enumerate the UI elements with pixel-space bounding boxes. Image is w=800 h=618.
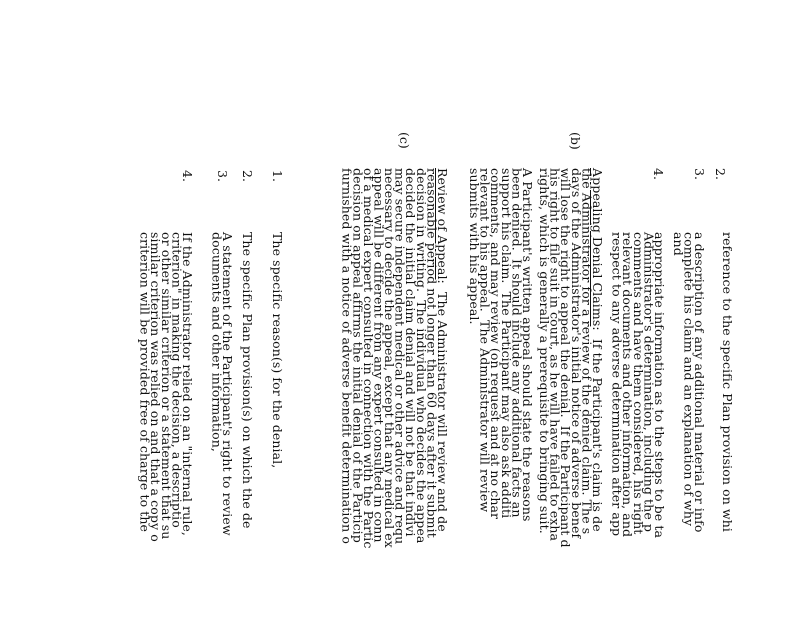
text-line: comments, and may review (on request and at no char <box>488 168 504 520</box>
text-line: appropriate information as to the steps to be ta <box>652 232 667 539</box>
paragraph <box>467 168 535 618</box>
text-line: furnished with a notice of adverse benefit determination o <box>339 168 355 544</box>
text-line: Review of Appeal: The Administrator will review and de <box>435 168 450 532</box>
text-line: or other similar criterion or a statement that su <box>158 232 174 540</box>
paragraph <box>339 168 450 618</box>
text-line: the Administrator for a review of the denied claim. The s <box>579 168 595 535</box>
item-number: 1. <box>270 170 285 182</box>
item-number: 3. <box>692 168 707 180</box>
text-line: criterion" in making the decision, a descriptio <box>169 232 185 528</box>
text-line: support his claim. The Participant may also ask additi <box>498 168 514 519</box>
text-line: rights, which is generally a prerequisite to bringing suit. <box>537 168 553 534</box>
text-line: documents and other information, <box>209 232 225 452</box>
text-line: of a medical expert consulted in connection with the Partic <box>360 168 376 549</box>
item-number: 2. <box>713 168 728 180</box>
paragraph <box>209 232 235 612</box>
text-line: submits with his appeal. <box>467 168 483 325</box>
text-line: reference to the specific Plan provision on whi <box>720 232 735 532</box>
item-number: 4. <box>180 170 195 182</box>
item-number: 2. <box>240 170 255 182</box>
text-line: days of the Administrator's initial notice of adverse benef <box>568 168 584 539</box>
text-line: reasonable period not longer than 60 days after it submit <box>424 168 440 538</box>
text-line: Administrator's determination, including the p <box>641 232 657 533</box>
text-line: respect to any adverse determination after app <box>609 232 625 537</box>
text-line: decision on appeal affirms the initial denial of the Particip <box>350 168 366 543</box>
text-line: complete his claim and an explanation of why <box>681 232 697 527</box>
section-heading: Appealing Denial Claims <box>590 168 605 327</box>
paragraph <box>670 232 707 612</box>
item-number: 4. <box>651 168 666 180</box>
text-line: and <box>670 232 686 256</box>
text-line: a description of any additional material or info <box>692 232 707 533</box>
text-line: been denied. It should include any additional facts an <box>509 168 525 518</box>
text-line: criterion will be provided free of charge to the <box>137 232 153 533</box>
section-label: (c) <box>397 132 412 149</box>
text-line: relevant documents and other information, and <box>620 232 636 538</box>
text-line: relevant to his appeal. The Administrator will review <box>477 168 493 513</box>
text-line: decided the initial claim denial and will not be that indivi <box>403 168 419 537</box>
text-line: his right to file suit in court, as he will have failed to exha <box>547 168 563 542</box>
text-line: appeal will be different from any expert consulted in conn <box>371 168 387 543</box>
paragraph <box>609 232 667 612</box>
text-line: may secure independent medical or other advice and requ <box>392 168 408 545</box>
text-line: If the Administrator relied on an "internal rule, <box>180 232 195 537</box>
paragraph <box>537 168 605 618</box>
text-line: will lose the right to appeal the denial. If the Participant d <box>558 168 574 548</box>
text-line: comments and have them considered, his right <box>630 232 646 535</box>
text-line: similar criterion was relied on and that a copy o <box>148 232 164 542</box>
paragraph <box>137 232 195 612</box>
paragraph <box>270 232 285 612</box>
paragraph <box>240 232 255 612</box>
item-number: 3. <box>215 170 230 182</box>
text-line: decision in writing. The individual who decides the appea <box>413 168 429 544</box>
text-line: A statement of the Participant's right to review <box>220 232 235 536</box>
text-line: Appealing Denial Claims: If the Participant's claim is de <box>590 168 605 532</box>
paragraph <box>720 232 735 612</box>
text-line: A Participant's written appeal should state the reasons <box>520 168 535 522</box>
text-line: necessary to decide the appeal, except that any medical ex <box>382 168 398 548</box>
section-heading: Review of Appeal <box>435 168 450 280</box>
text-line: The specific reason(s) for the denial, <box>270 232 285 469</box>
section-label: (b) <box>568 132 583 150</box>
text-line: The specific Plan provision(s) on which the de <box>240 232 255 529</box>
running-header <box>30 12 775 32</box>
